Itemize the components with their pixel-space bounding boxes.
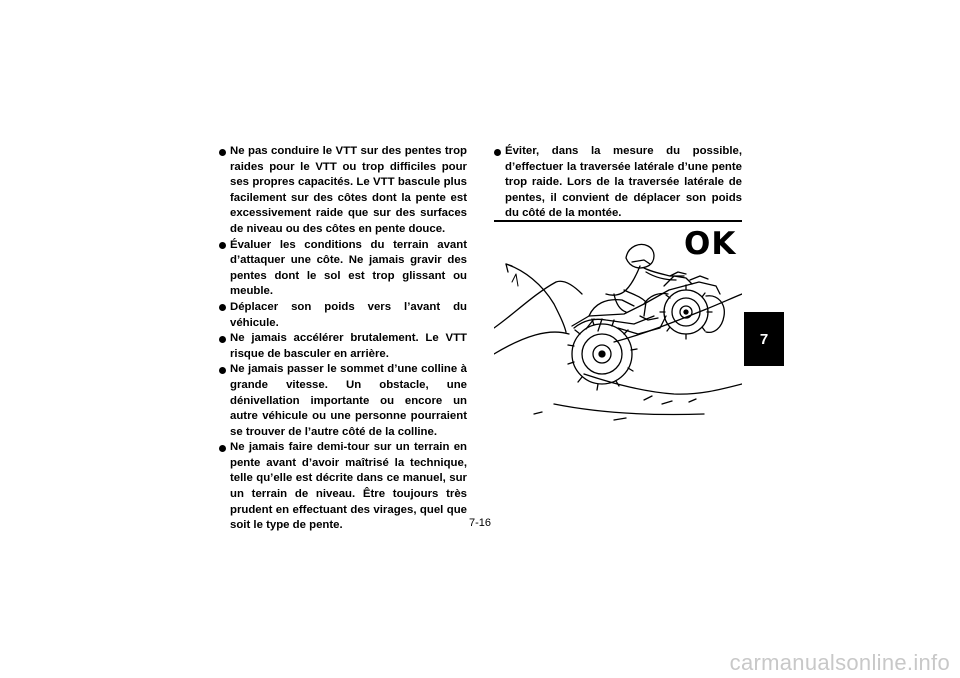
bullet-text: Ne jamais accélérer brutalement. Le VTT risque de basculer en arrière. (230, 332, 467, 360)
bullet-item (494, 144, 742, 222)
bullet-dot-icon (494, 149, 501, 156)
right-column (494, 144, 742, 222)
bullet-text: Évaluer les conditions du terrain avant d’attaquer une côte. Ne jamais gravir des pentes dont le sol est trop glissant ou meuble. (230, 238, 467, 298)
bullet-dot-icon (219, 304, 226, 311)
bullet-item (219, 238, 467, 300)
bullet-text: Ne jamais faire demi-tour sur un terrain en pente avant d’avoir maîtrisé la technique, telle qu’elle est décrite dans ce manuel, sur un terrain de niveau. Être toujours très prudent en effectuant des virages, quel que soit le type de pente. (230, 441, 467, 532)
bullet-item (219, 300, 467, 331)
bullet-text: Déplacer son poids vers l’avant du véhicule. (230, 300, 467, 329)
ok-label: OK (684, 226, 737, 262)
illustration-top-rule (494, 220, 742, 222)
bullet-dot-icon (219, 149, 226, 156)
page-number: 7-16 (468, 517, 492, 529)
left-column (219, 144, 467, 534)
watermark: carmanualsonline.info (729, 650, 950, 675)
bullet-text: Ne jamais passer le sommet d’une colline à grande vitesse. Un obstacle, une dénivellation importante ou encore un autre véhicule ou une personne pourraient se trouver de l’autre côté de la colline. (230, 363, 467, 438)
bullet-dot-icon (219, 445, 226, 452)
bullet-item (219, 144, 467, 238)
bullet-item (219, 331, 467, 362)
chapter-tab: 7 (744, 312, 784, 366)
bullet-dot-icon (219, 336, 226, 343)
bullet-item (219, 362, 467, 440)
bullet-text: Éviter, dans la mesure du possible, d’effectuer la traversée latérale d’une pente trop raide. Lors de la traversée latérale de pentes, il convient de déplacer son poids du côté de la montée. (505, 145, 742, 220)
bullet-dot-icon (219, 367, 226, 374)
bullet-dot-icon (219, 242, 226, 249)
bullet-text: Ne pas conduire le VTT sur des pentes trop raides pour le VTT ou trop difficiles pour ses propres capacités. Le VTT bascule plus facilement sur des côtes dont la pente est excessivement raide que sur des surfaces de niveau ou des côtes en pente douce. (230, 145, 467, 235)
